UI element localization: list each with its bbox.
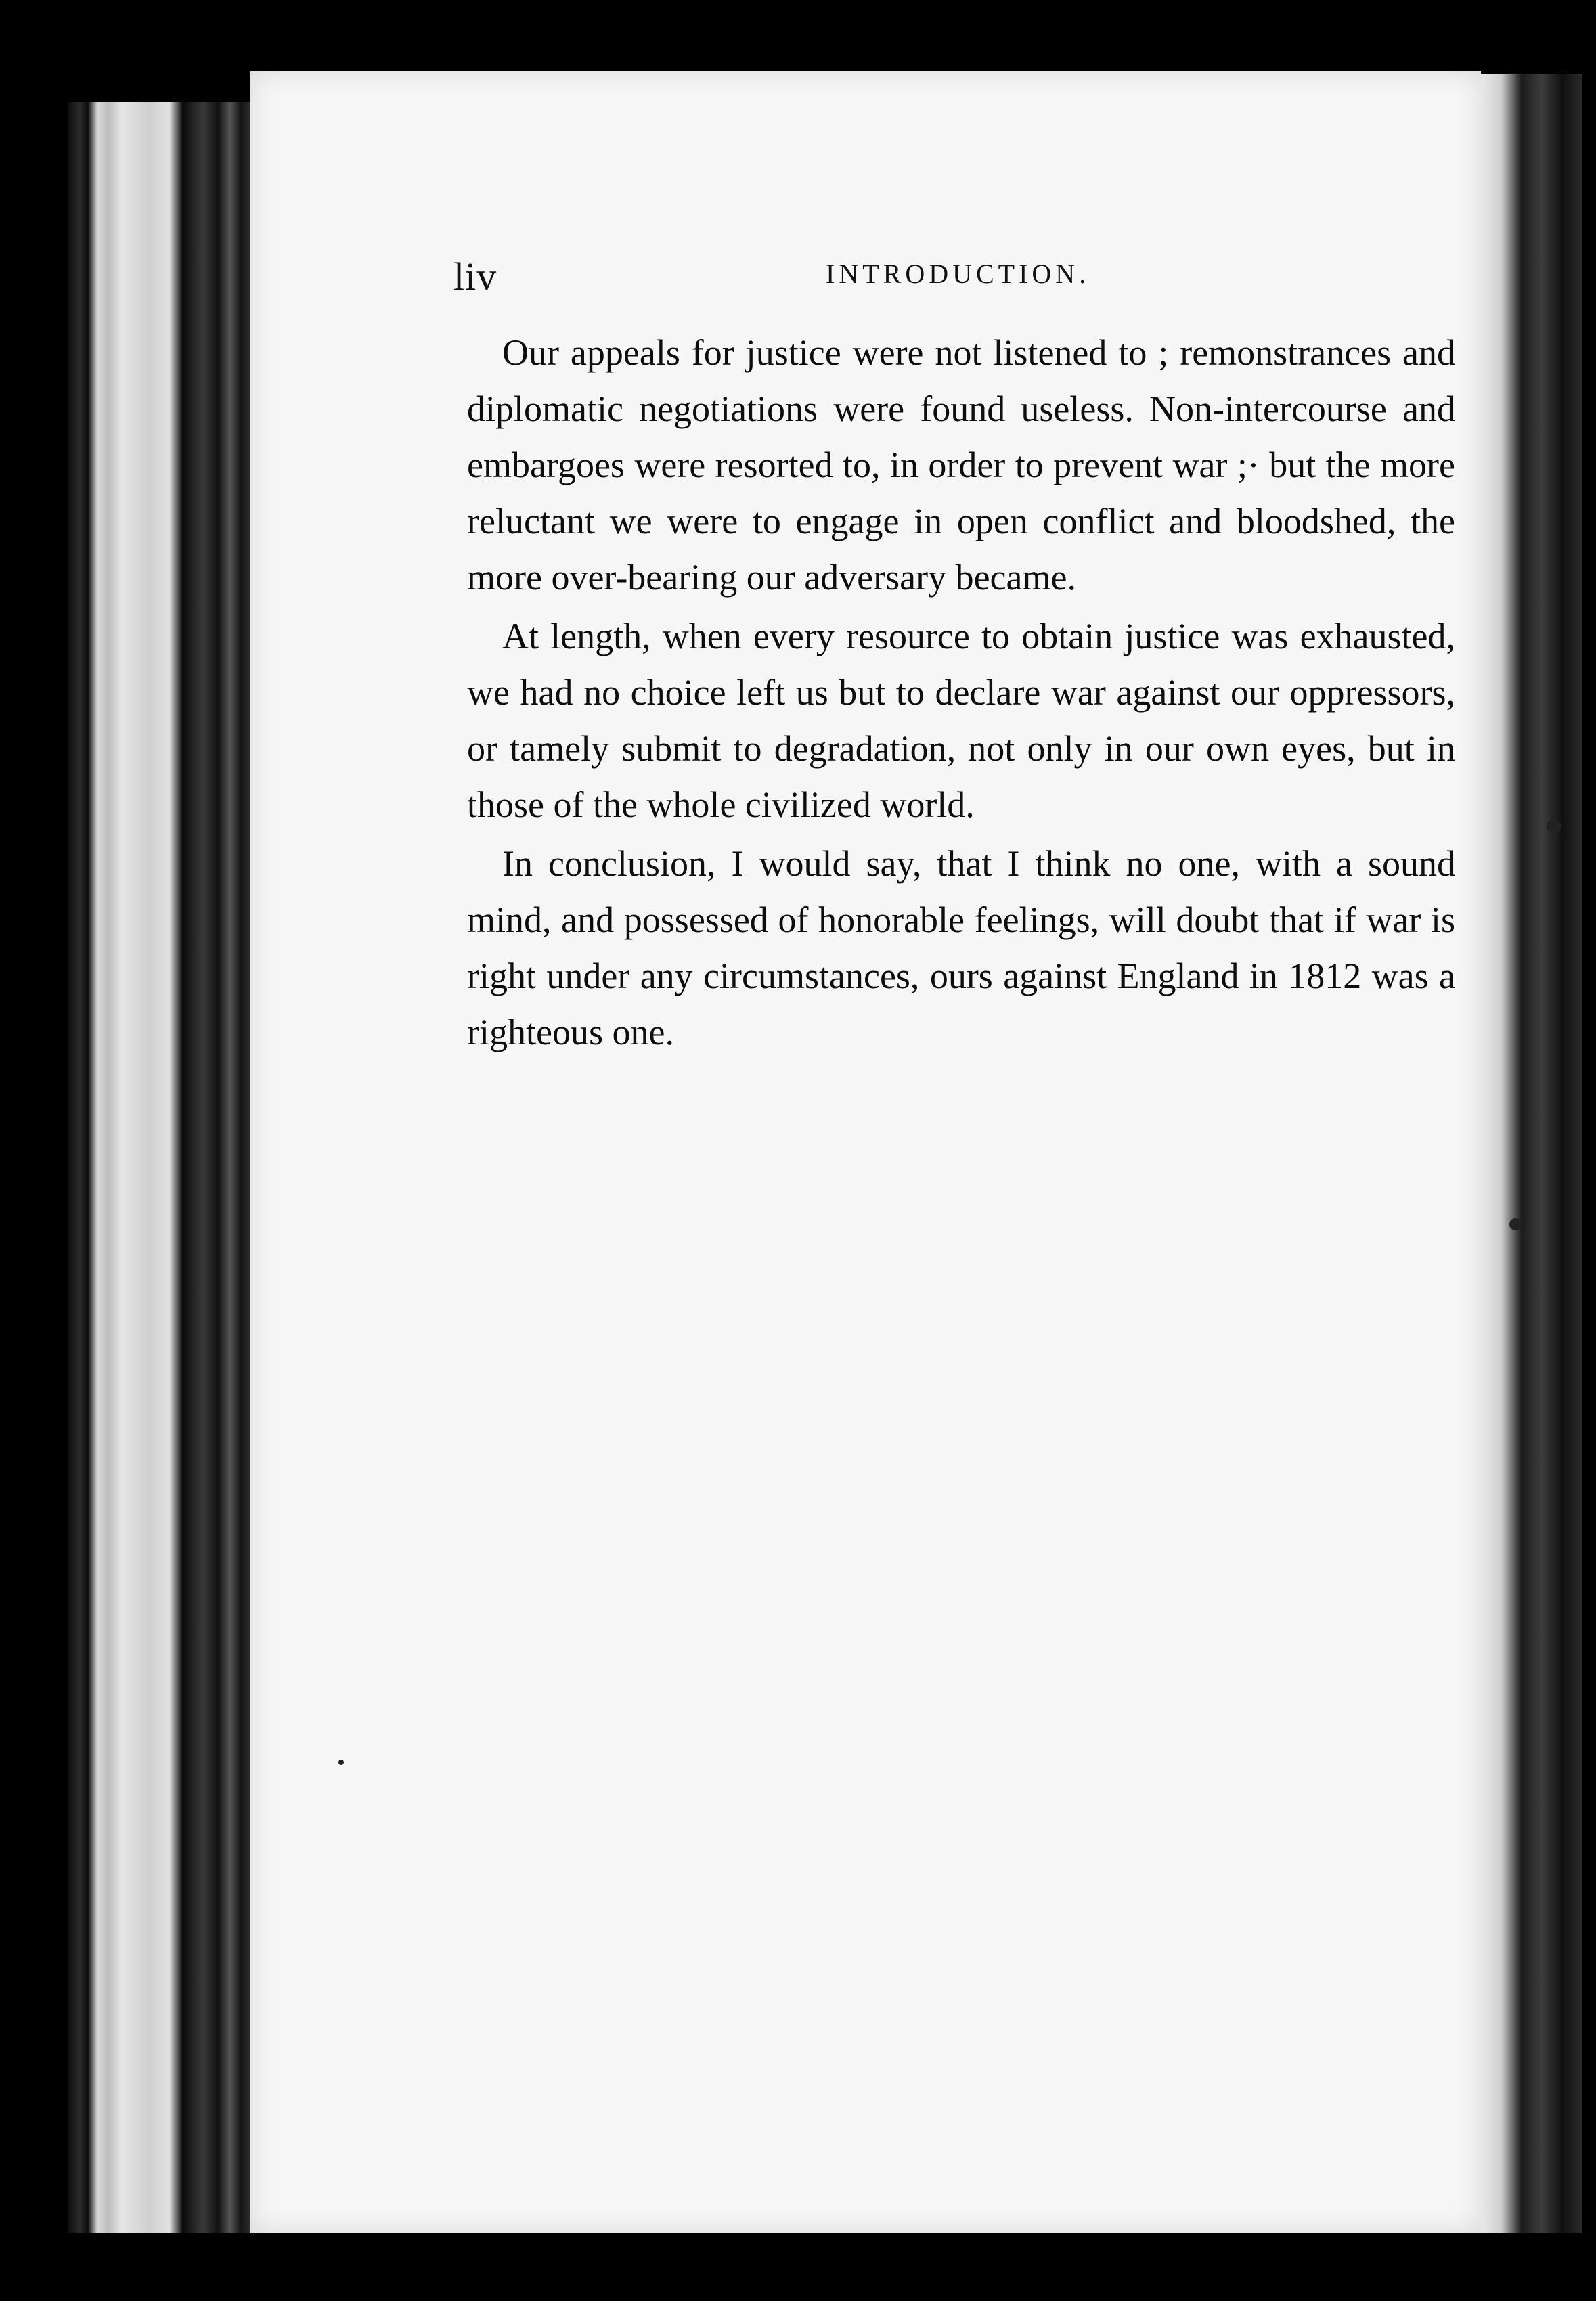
running-head — [453, 254, 1469, 301]
ink-speck — [1547, 819, 1561, 834]
book-right-cover-edge — [1481, 74, 1582, 2233]
running-head-title: INTRODUCTION. — [826, 259, 1090, 289]
ink-speck — [338, 1760, 344, 1765]
paragraph-2: At length, when every resource to obtain justice was exhausted, we had no choice left us but to declare war against our oppressors, or tamely submit to degradation, not only in our own eyes, but in those of the whole civilized world. — [467, 616, 1455, 825]
paragraph-3: In conclusion, I would say, that I think no one, with a sound mind, and possessed of honorable feelings, will doubt that if war is right under any circumstances, ours against England in 1812 was a righteous one. — [467, 843, 1455, 1052]
ink-speck — [1509, 1218, 1522, 1230]
book-left-page-edges — [68, 102, 250, 2233]
page-number: liv — [453, 254, 497, 298]
body-text — [467, 325, 1455, 1063]
paragraph-1: Our appeals for justice were not listened to ; remonstrances and diplomatic negotiations were found useless. Non-intercourse and embargoes were resorted to, in order to prevent war ;· but the more reluctant we were to engage in open conflict and bloodshed, the more over-bearing our adversary became. — [467, 332, 1455, 598]
